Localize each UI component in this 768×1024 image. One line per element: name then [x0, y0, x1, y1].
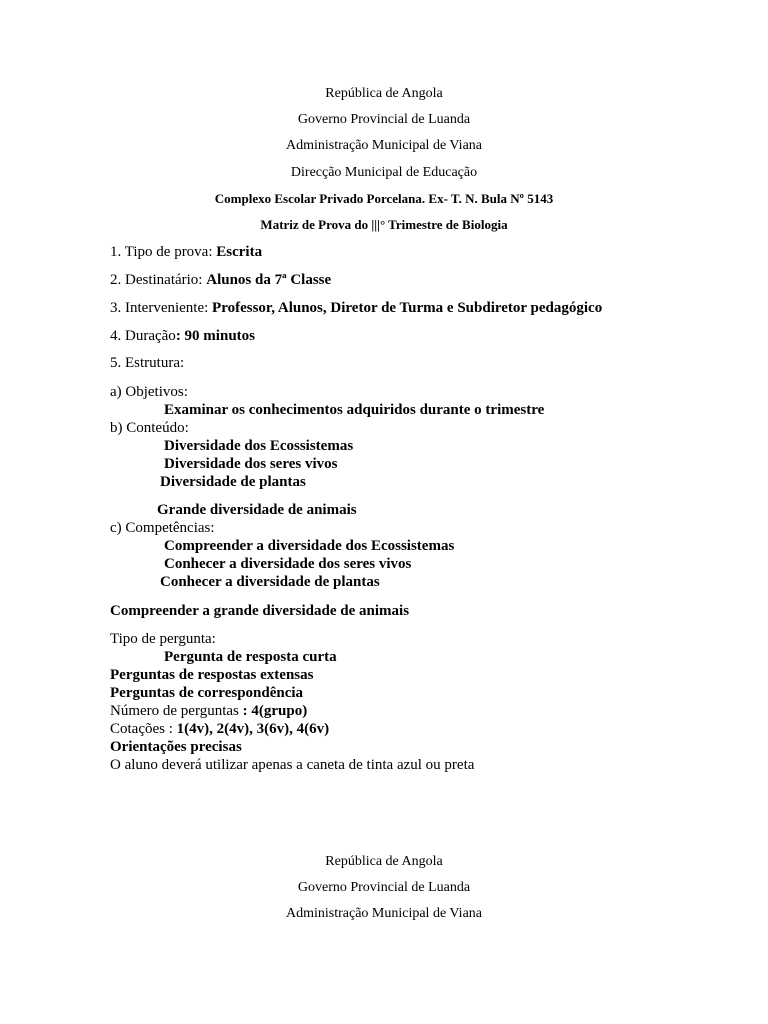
competencia-item: Conhecer a diversidade dos seres vivos: [164, 556, 412, 572]
conteudo-item: Diversidade dos Ecossistemas: [164, 438, 354, 454]
item-tipo-label: 1. Tipo de prova:: [110, 244, 217, 260]
item-destinatario-value: Alunos da 7ª Classe: [206, 272, 332, 288]
numero-label: Número de perguntas: [110, 703, 243, 719]
cotacoes: [110, 720, 329, 738]
cotacoes-label: Cotações :: [110, 721, 177, 737]
numero-value: : 4(grupo): [242, 703, 308, 719]
item-tipo-value: Escrita: [216, 244, 263, 260]
conteudo-item: Grande diversidade de animais: [157, 502, 357, 518]
item-destinatario-label: 2. Destinatário:: [110, 272, 207, 288]
header-province: Governo Provincial de Luanda: [297, 112, 471, 127]
pergunta-type: Perguntas de respostas extensas: [110, 667, 314, 683]
document-title: Matriz de Prova do |||° Trimestre de Biologia: [260, 217, 508, 232]
item-duracao-value: : 90 minutos: [175, 328, 255, 344]
pergunta-label: Tipo de pergunta:: [110, 631, 216, 647]
conteudo-item: Diversidade de plantas: [160, 474, 306, 490]
item-estrutura: 5. Estrutura:: [110, 355, 185, 371]
conteudo-label: b) Conteúdo:: [110, 420, 189, 436]
orientacoes-label: Orientações precisas: [110, 739, 242, 755]
objetivos-text: Examinar os conhecimentos adquiridos durante o trimestre: [164, 402, 545, 418]
item-duracao: [110, 327, 255, 345]
conteudo-item: Diversidade dos seres vivos: [164, 456, 338, 472]
item-tipo: [110, 243, 262, 261]
numero-perguntas: [110, 702, 307, 720]
cotacoes-value: 1(4v), 2(4v), 3(6v), 4(6v): [176, 721, 330, 737]
header-country: República de Angola: [325, 86, 443, 101]
objetivos-label: a) Objetivos:: [110, 384, 188, 400]
competencia-item: Compreender a grande diversidade de animais: [110, 603, 410, 619]
header2-administration: Administração Municipal de Viana: [285, 906, 482, 921]
header-direction: Direcção Municipal de Educação: [290, 165, 478, 180]
header2-country: República de Angola: [325, 854, 443, 869]
competencia-item: Conhecer a diversidade de plantas: [160, 574, 380, 590]
item-interveniente-label: 3. Interveniente:: [110, 300, 213, 316]
item-interveniente: [110, 299, 602, 317]
competencias-label: c) Competências:: [110, 520, 215, 536]
item-interveniente-value: Professor, Alunos, Diretor de Turma e Subdiretor pedagógico: [212, 300, 603, 316]
orientacoes-text: O aluno deverá utilizar apenas a caneta de tinta azul ou preta: [110, 757, 475, 773]
header-administration: Administração Municipal de Viana: [285, 138, 482, 153]
item-destinatario: [110, 271, 331, 289]
school-name: Complexo Escolar Privado Porcelana. Ex- T. N. Bula Nº 5143: [214, 191, 554, 206]
pergunta-type: Pergunta de resposta curta: [164, 649, 337, 665]
header2-province: Governo Provincial de Luanda: [297, 880, 471, 895]
pergunta-type: Perguntas de correspondência: [110, 685, 304, 701]
item-duracao-label: 4. Duração: [110, 328, 176, 344]
competencia-item: Compreender a diversidade dos Ecossistemas: [164, 538, 455, 554]
